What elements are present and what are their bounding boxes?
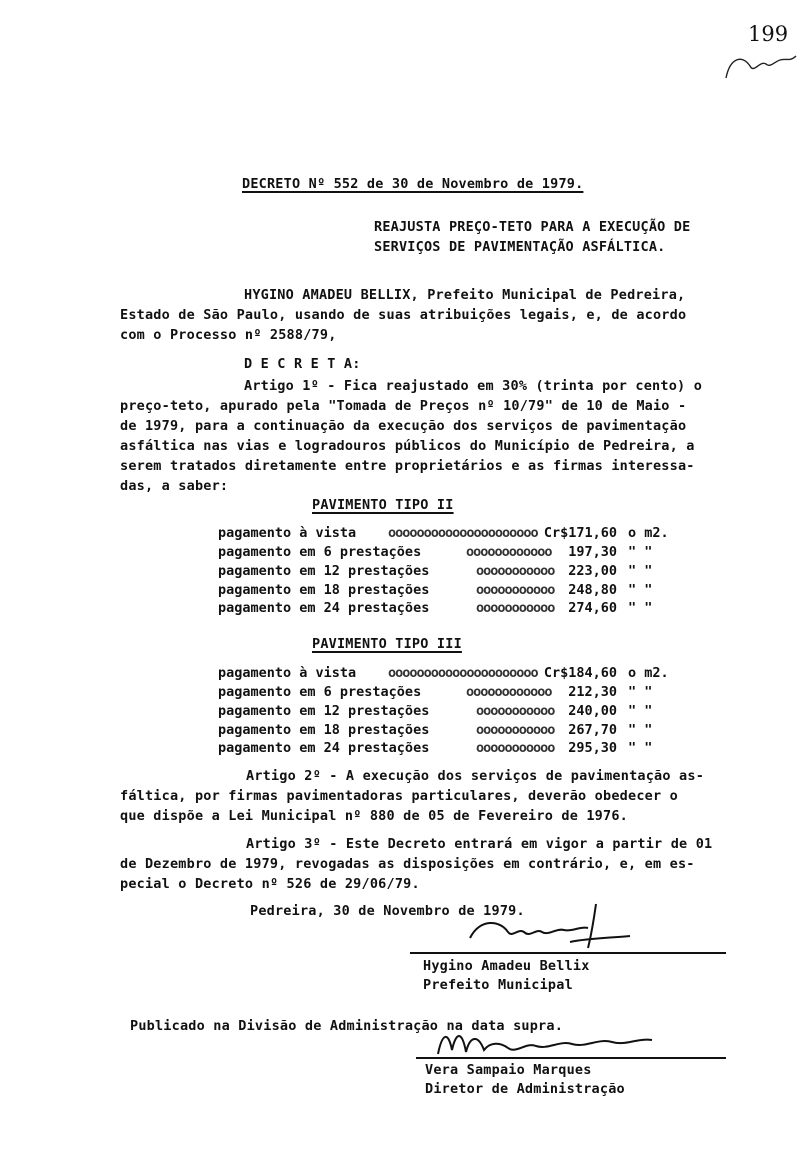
table-row <box>218 563 713 581</box>
row-value: 274,60 <box>568 600 617 616</box>
dot-leader: ooooooooooo <box>476 703 555 719</box>
row-value: 223,00 <box>568 563 617 579</box>
row-label: pagamento à vista <box>218 525 357 541</box>
signature-line-director <box>416 1057 726 1059</box>
art2-line-2: fáltica, por firmas pavimentadoras particulares, deverão obedecer o <box>120 788 678 804</box>
dot-leader: ooooooooooo <box>476 563 555 579</box>
table-heading-tipo-ii: PAVIMENTO TIPO II <box>312 497 454 513</box>
row-unit: " " <box>628 722 653 738</box>
row-value: Cr$184,60 <box>543 665 617 681</box>
art1-line-6: das, a saber: <box>120 478 229 494</box>
row-unit: o m2. <box>628 525 669 541</box>
decree-title: DECRETO Nº 552 de 30 de Novembro de 1979. <box>242 176 584 192</box>
row-value: 197,30 <box>568 544 617 560</box>
table-row <box>218 544 713 562</box>
signature-line-mayor <box>410 952 726 954</box>
row-unit: " " <box>628 684 653 700</box>
row-unit: " " <box>628 740 653 756</box>
dot-leader: ooooooooooo <box>476 740 555 756</box>
art1-line-5: serem tratados diretamente entre proprietários e as firmas interessa- <box>120 458 695 474</box>
table-row <box>218 600 713 618</box>
table-row <box>218 525 713 543</box>
table-row <box>218 582 713 600</box>
row-value: 212,30 <box>568 684 617 700</box>
row-label: pagamento em 6 prestações <box>218 684 422 700</box>
row-value: 240,00 <box>568 703 617 719</box>
row-unit: o m2. <box>628 665 669 681</box>
row-label: pagamento em 18 prestações <box>218 582 430 598</box>
art3-line-1: Artigo 3º - Este Decreto entrará em vigor a partir de 01 <box>246 836 713 852</box>
row-value: 248,80 <box>568 582 617 598</box>
row-label: pagamento em 12 prestações <box>218 703 430 719</box>
row-value: Cr$171,60 <box>543 525 617 541</box>
decreta-heading: D E C R E T A: <box>244 356 361 372</box>
signer2-name: Vera Sampaio Marques <box>425 1062 592 1078</box>
art1-line-2: preço-teto, apurado pela "Tomada de Preços nº 10/79" de 10 de Maio - <box>120 398 687 414</box>
art2-line-3: que dispõe a Lei Municipal nº 880 de 05 de Fevereiro de 1976. <box>120 808 628 824</box>
row-unit: " " <box>628 600 653 616</box>
table-row <box>218 740 713 758</box>
table-row <box>218 703 713 721</box>
art3-line-2: de Dezembro de 1979, revogadas as disposições em contrário, e, em es- <box>120 856 695 872</box>
signer1-name: Hygino Amadeu Bellix <box>423 958 590 974</box>
row-label: pagamento em 24 prestações <box>218 740 430 756</box>
preamble-line-1: HYGINO AMADEU BELLIX, Prefeito Municipal de Pedreira, <box>244 287 686 303</box>
art1-line-1: Artigo 1º - Fica reajustado em 30% (trinta por cento) o <box>244 378 703 394</box>
table-row <box>218 684 713 702</box>
row-unit: " " <box>628 563 653 579</box>
publication-note: Publicado na Divisão de Administração na data supra. <box>130 1018 564 1034</box>
row-label: pagamento em 6 prestações <box>218 544 422 560</box>
date-line: Pedreira, 30 de Novembro de 1979. <box>250 903 525 919</box>
dot-leader: ooooooooooo <box>476 582 555 598</box>
signer2-role: Diretor de Administração <box>425 1081 625 1097</box>
row-value: 295,30 <box>568 740 617 756</box>
dot-leader: ooooooooooo <box>476 722 555 738</box>
row-label: pagamento em 12 prestações <box>218 563 430 579</box>
table-row <box>218 722 713 740</box>
dot-leader: oooooooooooo <box>466 544 552 560</box>
dot-leader: ooooooooooo <box>476 600 555 616</box>
preamble-line-3: com o Processo nº 2588/79, <box>120 327 337 343</box>
row-unit: " " <box>628 544 653 560</box>
art1-line-4: asfáltica nas vias e logradouros públicos do Município de Pedreira, a <box>120 438 695 454</box>
art1-line-3: de 1979, para a continuação da execução dos serviços de pavimentação <box>120 418 687 434</box>
signature-mayor <box>460 898 640 958</box>
ementa-line-1: REAJUSTA PREÇO-TETO PARA A EXECUÇÃO DE <box>374 219 691 235</box>
preamble-line-2: Estado de São Paulo, usando de suas atribuições legais, e, de acordo <box>120 307 687 323</box>
dot-leader: oooooooooooo <box>466 684 552 700</box>
page-number: 199 <box>748 22 789 46</box>
art3-line-3: pecial o Decreto nº 526 de 29/06/79. <box>120 876 420 892</box>
row-label: pagamento em 24 prestações <box>218 600 430 616</box>
table-heading-tipo-iii: PAVIMENTO TIPO III <box>312 636 462 652</box>
row-unit: " " <box>628 703 653 719</box>
ementa-line-2: SERVIÇOS DE PAVIMENTAÇÃO ASFÁLTICA. <box>374 239 666 255</box>
row-label: pagamento à vista <box>218 665 357 681</box>
signer1-role: Prefeito Municipal <box>423 977 573 993</box>
row-value: 267,70 <box>568 722 617 738</box>
dot-leader: ooooooooooooooooooooo <box>388 525 538 541</box>
art2-line-1: Artigo 2º - A execução dos serviços de pavimentação as- <box>246 768 705 784</box>
row-label: pagamento em 18 prestações <box>218 722 430 738</box>
row-unit: " " <box>628 582 653 598</box>
dot-leader: ooooooooooooooooooooo <box>388 665 538 681</box>
page-initials-scribble <box>720 40 800 90</box>
table-row <box>218 665 713 683</box>
